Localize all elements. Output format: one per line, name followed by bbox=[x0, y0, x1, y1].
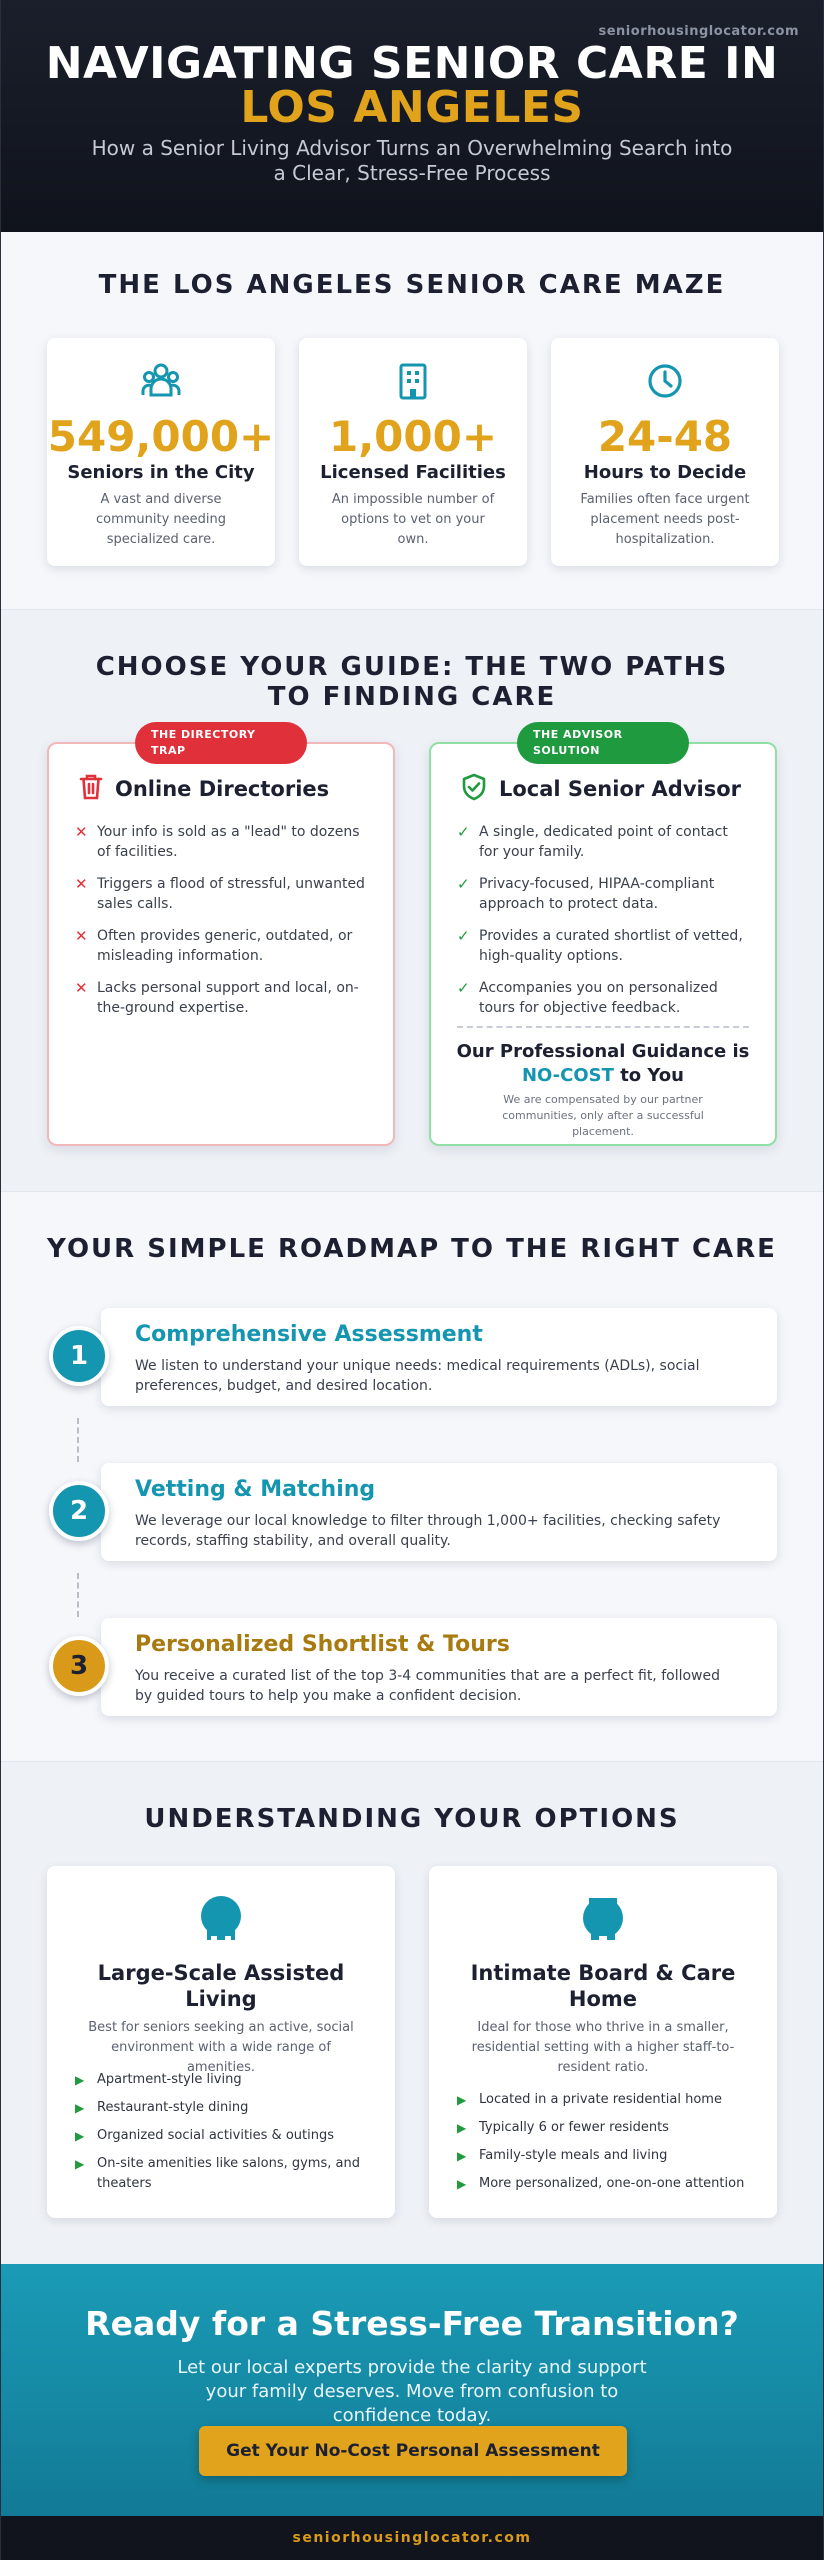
list-item-text: Family-style meals and living bbox=[479, 2148, 668, 2163]
play-icon: ▶ bbox=[75, 2073, 85, 2087]
step-title: Personalized Shortlist & Tours bbox=[135, 1632, 510, 1657]
list-item bbox=[75, 926, 367, 966]
stat-card bbox=[47, 338, 275, 566]
clock-icon bbox=[551, 362, 779, 400]
directory-trap-card bbox=[47, 728, 395, 1146]
step-number-badge: 1 bbox=[49, 1326, 109, 1386]
list-item bbox=[73, 2098, 375, 2118]
stat-card bbox=[551, 338, 779, 566]
list-item-text: Your info is sold as a "lead" to dozens of facilities. bbox=[97, 824, 360, 860]
advisor-solution-card bbox=[429, 728, 777, 1146]
list-item bbox=[73, 2154, 375, 2194]
cta-text: Let our local experts provide the clarity and support your family deserves. Move from confusion to confidence today. bbox=[177, 2357, 647, 2426]
option-description: Best for seniors seeking an active, social environment with a wide range of amenities. bbox=[88, 2020, 354, 2075]
list-item-text: A single, dedicated point of contact for your family. bbox=[479, 824, 728, 860]
list-item-text: Located in a private residential home bbox=[479, 2092, 722, 2107]
hero-header bbox=[1, 0, 823, 232]
card-header bbox=[461, 774, 741, 804]
list-item bbox=[73, 2126, 375, 2146]
list-item-text: Lacks personal support and local, on-the-ground expertise. bbox=[97, 980, 359, 1016]
x-mark-icon: ✕ bbox=[75, 979, 88, 997]
x-mark-icon: ✕ bbox=[75, 927, 88, 945]
home-icon bbox=[429, 1896, 777, 1942]
building-icon bbox=[299, 362, 527, 400]
list-item-text: Restaurant-style dining bbox=[97, 2100, 249, 2115]
option-title: Intimate Board & Care Home bbox=[470, 1961, 736, 2011]
list-item bbox=[73, 2070, 375, 2090]
option-title: Large-Scale Assisted Living bbox=[97, 1961, 345, 2011]
stat-description: An impossible number of options to vet on your own. bbox=[331, 492, 495, 547]
guidance-heading bbox=[451, 1064, 755, 1088]
list-item bbox=[455, 2118, 757, 2138]
community-icon bbox=[47, 1896, 395, 1942]
list-item bbox=[75, 978, 367, 1018]
list-item bbox=[75, 822, 367, 862]
list-item bbox=[457, 822, 749, 862]
page-title: NAVIGATING SENIOR CARE IN bbox=[45, 38, 779, 89]
pill-label: SOLUTION bbox=[533, 744, 600, 757]
step-connector bbox=[77, 1418, 79, 1462]
step-number-badge: 2 bbox=[49, 1481, 109, 1541]
no-cost-guidance bbox=[451, 1040, 755, 1140]
roadmap-section bbox=[1, 1192, 823, 1762]
section-title: YOUR SIMPLE ROADMAP TO THE RIGHT CARE bbox=[47, 1234, 777, 1264]
stat-label: Seniors in the City bbox=[67, 462, 255, 483]
roadmap-step bbox=[101, 1463, 777, 1561]
step-description: We leverage our local knowledge to filter through 1,000+ facilities, checking safety records, staffing stability, and overall quality. bbox=[135, 1513, 721, 1549]
stat-label: Licensed Facilities bbox=[320, 462, 506, 483]
play-icon: ▶ bbox=[457, 2093, 467, 2107]
x-mark-icon: ✕ bbox=[75, 875, 88, 893]
stat-label: Hours to Decide bbox=[583, 462, 747, 483]
guidance-rest: to You bbox=[613, 1065, 684, 1086]
assisted-living-card bbox=[47, 1866, 395, 2218]
list-item bbox=[75, 874, 367, 914]
users-icon bbox=[47, 362, 275, 400]
page-title-highlight: LOS ANGELES bbox=[240, 82, 584, 133]
card-title: Local Senior Advisor bbox=[499, 777, 742, 801]
card-title: Online Directories bbox=[115, 777, 330, 801]
no-cost-highlight: NO-COST bbox=[521, 1065, 614, 1086]
check-icon: ✓ bbox=[457, 823, 470, 841]
list-item-text: Privacy-focused, HIPAA-compliant approach to protect data. bbox=[479, 876, 715, 912]
option-description: Ideal for those who thrive in a smaller, residential setting with a higher staff-to-resident ratio. bbox=[471, 2020, 735, 2075]
check-icon: ✓ bbox=[457, 979, 470, 997]
get-assessment-button[interactable]: Get Your No-Cost Personal Assessment bbox=[199, 2426, 627, 2476]
list-item-text: Apartment-style living bbox=[97, 2072, 242, 2087]
stat-description: A vast and diverse community needing specialized care. bbox=[95, 492, 227, 547]
pill-label: THE ADVISOR bbox=[533, 728, 623, 741]
section-title: UNDERSTANDING YOUR OPTIONS bbox=[144, 1804, 680, 1834]
step-connector bbox=[77, 1573, 79, 1617]
feature-list bbox=[73, 2070, 375, 2202]
list-item bbox=[455, 2174, 757, 2194]
list-item-text: Triggers a flood of stressful, unwanted sales calls. bbox=[97, 876, 365, 912]
stat-value: 549,000+ bbox=[47, 412, 275, 461]
maze-section bbox=[1, 232, 823, 610]
check-icon: ✓ bbox=[457, 927, 470, 945]
play-icon: ▶ bbox=[457, 2149, 467, 2163]
list-item-text: Accompanies you on personalized tours for objective feedback. bbox=[479, 980, 718, 1016]
options-section bbox=[1, 1762, 823, 2264]
section-title: CHOOSE YOUR GUIDE: THE TWO PATHS TO FINDING CARE bbox=[95, 652, 729, 712]
list-item-text: Often provides generic, outdated, or misleading information. bbox=[97, 928, 353, 964]
check-icon: ✓ bbox=[457, 875, 470, 893]
play-icon: ▶ bbox=[75, 2101, 85, 2115]
stat-description: Families often face urgent placement needs post-hospitalization. bbox=[580, 492, 750, 547]
shield-check-icon bbox=[461, 773, 487, 805]
step-title: Comprehensive Assessment bbox=[135, 1322, 483, 1347]
trap-pill bbox=[135, 722, 307, 764]
stat-value: 24-48 bbox=[597, 412, 733, 461]
list-item-text: Organized social activities & outings bbox=[97, 2128, 334, 2143]
step-number-badge: 3 bbox=[49, 1636, 109, 1696]
list-item bbox=[457, 978, 749, 1018]
drawback-list bbox=[75, 822, 367, 1030]
roadmap-step bbox=[101, 1308, 777, 1406]
x-mark-icon: ✕ bbox=[75, 823, 88, 841]
pill-label: THE DIRECTORY bbox=[151, 728, 256, 741]
guidance-heading: Our Professional Guidance is bbox=[456, 1041, 750, 1062]
stat-card bbox=[299, 338, 527, 566]
list-item bbox=[455, 2090, 757, 2110]
solution-pill bbox=[517, 722, 689, 764]
card-header bbox=[79, 774, 329, 804]
pill-label: TRAP bbox=[151, 744, 186, 757]
play-icon: ▶ bbox=[75, 2129, 85, 2143]
roadmap-step bbox=[101, 1618, 777, 1716]
trash-icon bbox=[79, 773, 103, 805]
cta-section bbox=[1, 2264, 823, 2516]
step-description: You receive a curated list of the top 3-4 communities that are a perfect fit, followed by guided tours to help you make a confident decision. bbox=[135, 1668, 720, 1704]
footer-site-url[interactable]: seniorhousinglocator.com bbox=[1, 2516, 823, 2560]
step-title: Vetting & Matching bbox=[135, 1477, 376, 1502]
list-item-text: Typically 6 or fewer residents bbox=[479, 2120, 669, 2135]
list-item bbox=[455, 2146, 757, 2166]
list-item bbox=[457, 874, 749, 914]
play-icon: ▶ bbox=[457, 2121, 467, 2135]
board-care-card bbox=[429, 1866, 777, 2218]
stat-value: 1,000+ bbox=[328, 412, 498, 461]
play-icon: ▶ bbox=[457, 2177, 467, 2191]
play-icon: ▶ bbox=[75, 2157, 85, 2171]
guidance-note: We are compensated by our partner communities, only after a successful placement. bbox=[502, 1093, 704, 1138]
section-title: THE LOS ANGELES SENIOR CARE MAZE bbox=[98, 270, 726, 300]
benefit-list bbox=[457, 822, 749, 1030]
page-subtitle: How a Senior Living Advisor Turns an Overwhelming Search into a Clear, Stress-Free Process bbox=[91, 136, 733, 185]
cta-title: Ready for a Stress-Free Transition? bbox=[85, 2304, 739, 2343]
feature-list bbox=[455, 2090, 757, 2202]
list-item-text: More personalized, one-on-one attention bbox=[479, 2176, 745, 2191]
list-item-text: On-site amenities like salons, gyms, and theaters bbox=[97, 2156, 360, 2191]
list-item bbox=[457, 926, 749, 966]
divider bbox=[457, 1026, 749, 1028]
list-item-text: Provides a curated shortlist of vetted, high-quality options. bbox=[479, 928, 743, 964]
step-description: We listen to understand your unique needs: medical requirements (ADLs), social preferences, budget, and desired location. bbox=[135, 1358, 700, 1394]
paths-section bbox=[1, 610, 823, 1192]
site-url[interactable]: seniorhousinglocator.com bbox=[598, 24, 799, 39]
